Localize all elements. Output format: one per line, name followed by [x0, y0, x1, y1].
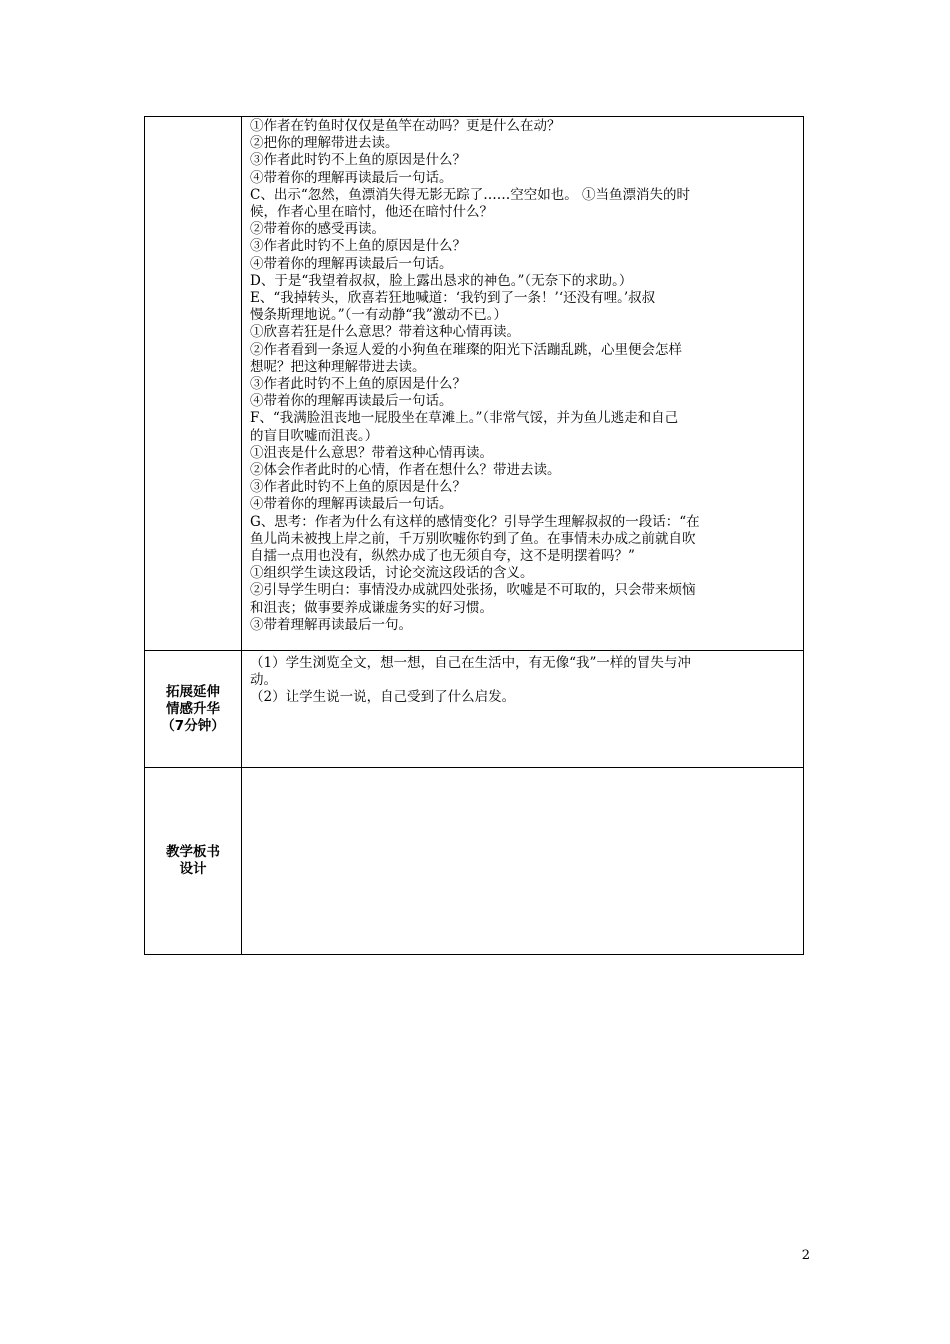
step-text-line: ①欣喜若狂是什么意思？带着这种心情再读。: [250, 324, 520, 341]
step-text-line: G、思考：作者为什么有这样的感情变化？引导学生理解叔叔的一段话：“在: [250, 513, 700, 530]
board-design-label: [145, 768, 242, 955]
lesson-steps-content: [242, 117, 804, 651]
step-text-line: ①组织学生读这段话，讨论交流这段话的含义。: [250, 565, 534, 582]
step-text-line: C、出示“忽然，鱼漂消失得无影无踪了……空空如也。 ①当鱼漂消失的时: [250, 186, 691, 203]
extension-text-line: （2）让学生说一说，自己受到了什么启发。: [250, 689, 516, 706]
extension-label-line-2: 情感升华: [166, 700, 220, 717]
step-text-line: ①沮丧是什么意思？带着这种心情再读。: [250, 444, 493, 461]
step-text-line: 鱼儿尚未被拽上岸之前，千万别吹嘘你钓到了鱼。在事情未办成之前就自吹: [250, 530, 696, 547]
extension-label-line-1: 拓展延伸: [166, 683, 220, 700]
lesson-steps-row: [145, 117, 804, 651]
step-text-line: ④带着你的理解再读最后一句话。: [250, 169, 453, 186]
step-text-line: ④带着你的理解再读最后一句话。: [250, 255, 453, 272]
step-text-line: ②体会作者此时的心情，作者在想什么？带进去读。: [250, 462, 561, 479]
step-text-line: ④带着你的理解再读最后一句话。: [250, 496, 453, 513]
extension-label-line-3: （7分钟）: [161, 717, 225, 734]
step-text-line: 慢条斯理地说。”（一有动静“我”激动不已。）: [250, 307, 507, 324]
step-text-line: 和沮丧；做事要养成谦虚务实的好习惯。: [250, 599, 493, 616]
lesson-plan-table: [144, 116, 804, 955]
step-text-line: ③带着理解再读最后一句。: [250, 616, 412, 633]
step-text-line: 想呢？把这种理解带进去读。: [250, 358, 426, 375]
extension-content: [242, 651, 804, 768]
step-text-line: 的盲目吹嘘而沮丧。）: [250, 427, 379, 444]
board-design-label-line-2: 设计: [179, 861, 207, 877]
step-text-line: 候，作者心里在暗忖，他还在暗忖什么？: [250, 204, 493, 221]
step-text-line: 自擂一点用也没有，纵然办成了也无须自夸，这不是明摆着吗？”: [250, 548, 635, 565]
extension-text-line: （1）学生浏览全文，想一想，自己在生活中，有无像“我”一样的冒失与冲: [250, 655, 691, 671]
board-design-row: [145, 768, 804, 955]
step-text-line: ①作者在钓鱼时仅仅是鱼竿在动吗？更是什么在动？: [250, 118, 561, 134]
step-text-line: ②带着你的感受再读。: [250, 221, 385, 238]
step-text-line: D、于是“我望着叔叔，脸上露出恳求的神色。”（无奈下的求助。）: [250, 272, 633, 289]
step-text-line: ③作者此时钓不上鱼的原因是什么？: [250, 376, 466, 393]
page-number: 2: [801, 1248, 810, 1263]
step-text-line: ②把你的理解带进去读。: [250, 135, 399, 152]
board-design-content: [242, 768, 804, 955]
step-text-line: E、“我掉转头，欣喜若狂地喊道：‘我钓到了一条！’‘还没有哩。’叔叔: [250, 290, 656, 307]
extension-row: [145, 651, 804, 768]
step-text-line: ④带着你的理解再读最后一句话。: [250, 393, 453, 410]
extension-text-line: 动。: [250, 672, 277, 689]
step-text-line: F、“我满脸沮丧地一屁股坐在草滩上。”（非常气馁，并为鱼儿逃走和自己: [250, 410, 679, 427]
step-text-line: ②引导学生明白：事情没办成就四处张扬，吹嘘是不可取的，只会带来烦恼: [250, 582, 696, 599]
extension-label: [145, 651, 242, 768]
board-design-label-line-1: 教学板书: [166, 844, 220, 860]
step-text-line: ②作者看到一条逗人爱的小狗鱼在璀璨的阳光下活蹦乱跳，心里便会怎样: [250, 341, 682, 358]
lesson-steps-label-cell: [145, 117, 242, 651]
step-text-line: ③作者此时钓不上鱼的原因是什么？: [250, 479, 466, 496]
step-text-line: ③作者此时钓不上鱼的原因是什么？: [250, 238, 466, 255]
step-text-line: ③作者此时钓不上鱼的原因是什么？: [250, 152, 466, 169]
